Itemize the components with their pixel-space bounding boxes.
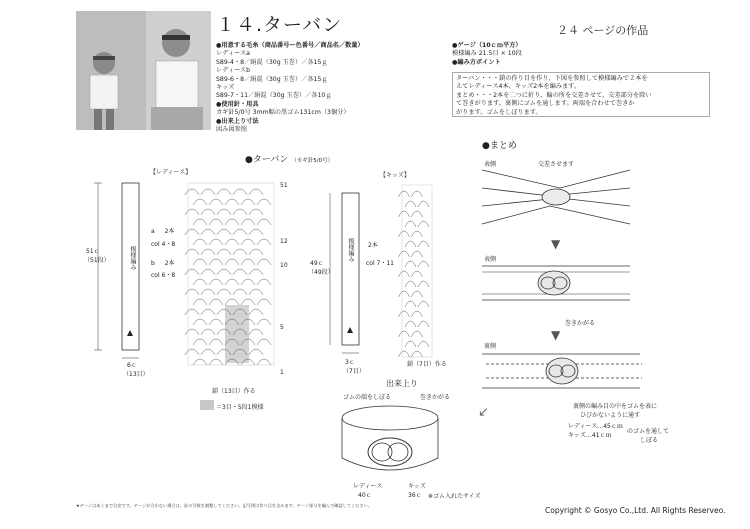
gauge-section bbox=[452, 42, 522, 67]
stitch-fan bbox=[257, 259, 271, 265]
stitch-fan bbox=[241, 259, 255, 265]
photo-illustration bbox=[76, 11, 211, 130]
ladies-pattern-label: 模様編み bbox=[129, 246, 136, 270]
stitch-fan bbox=[185, 349, 199, 355]
stitch-fan bbox=[233, 189, 247, 195]
stitch-fan bbox=[412, 231, 423, 237]
stitch-fan bbox=[405, 301, 416, 307]
points-line: て巻きがります。裏側にゴムを通します。両端を合わせて巻きか bbox=[456, 100, 635, 108]
stitch-fan bbox=[418, 201, 429, 207]
stitch-fan bbox=[209, 319, 223, 325]
kids-schematic bbox=[342, 193, 359, 345]
stitch-fan bbox=[257, 359, 271, 365]
stitch-fan bbox=[249, 269, 263, 275]
finished-heading: 出来上り bbox=[386, 379, 418, 388]
stitch-fan bbox=[193, 319, 207, 325]
turban-heading-text: ●ターバン bbox=[245, 155, 289, 165]
ladies-height: 51ｃ bbox=[86, 248, 100, 255]
size-heading: ●出来上り寸法 bbox=[216, 117, 259, 125]
stitch-fan bbox=[217, 289, 231, 295]
ladies-circ-label: レディース bbox=[353, 483, 383, 490]
kids-spec: S89-7・11／絹混（30g 玉巻）／各10ｇ bbox=[216, 92, 332, 100]
stitch-fan bbox=[418, 301, 429, 307]
tools-heading: ●使用針・用具 bbox=[216, 100, 259, 108]
back-label-1: 表側 bbox=[484, 256, 497, 263]
stitch-fan bbox=[185, 289, 199, 295]
stitch-fan bbox=[249, 309, 263, 315]
stitch-fan bbox=[249, 249, 263, 255]
points-line: まとめ・・・2本を二つに折り、輪の所を交差させて、交差部分を除い bbox=[456, 91, 652, 99]
ladies-circ-value: 40ｃ bbox=[358, 492, 372, 499]
stitch-fan bbox=[418, 221, 429, 227]
materials-section bbox=[216, 42, 364, 134]
variant-a-count: 2本 bbox=[164, 228, 175, 235]
kids-rows: （49段） bbox=[308, 269, 334, 276]
legend-text: ＝3目・5段1模様 bbox=[216, 404, 264, 411]
stitch-fan bbox=[185, 189, 199, 195]
ladies-width-sts: （13目） bbox=[123, 371, 149, 378]
stitch-fan bbox=[209, 279, 223, 285]
ladies-width: 6ｃ bbox=[127, 362, 137, 369]
stitch-fan bbox=[225, 239, 239, 245]
ladies-heading: 【レディース】 bbox=[150, 169, 192, 176]
ladies-b-spec: S89-6・8／絹混（30g 玉巻）／各15ｇ bbox=[216, 75, 328, 83]
stitch-fan bbox=[399, 311, 410, 317]
stitch-fan bbox=[399, 231, 410, 237]
stitch-fan bbox=[225, 279, 239, 285]
stitch-fan bbox=[405, 281, 416, 287]
row-mark: 12 bbox=[280, 238, 288, 245]
stitch-fan bbox=[257, 239, 271, 245]
points-line: がります。ゴムをしぼります。 bbox=[456, 108, 542, 116]
stitch-fan bbox=[241, 219, 255, 225]
stitch-fan bbox=[249, 349, 263, 355]
stitch-fan bbox=[185, 249, 199, 255]
row-mark: 1 bbox=[280, 369, 284, 376]
kids-colors: col 7・11 bbox=[366, 260, 394, 267]
stitch-fan bbox=[217, 249, 231, 255]
gauge-heading: ●ゲージ（10ｃｍ平方） bbox=[452, 42, 522, 49]
stitch-fan bbox=[193, 219, 207, 225]
points-line: えてレディース4本、キッズ2本を編みます。 bbox=[456, 83, 581, 91]
stitch-fan bbox=[217, 209, 231, 215]
stitch-fan bbox=[201, 209, 215, 215]
gauge-spec: 模様編み 21.5目 × 10段 bbox=[452, 50, 522, 58]
stitch-fan bbox=[418, 341, 429, 347]
stitch-fan bbox=[217, 189, 231, 195]
stitch-fan bbox=[399, 271, 410, 277]
materials-heading: ●用意する毛糸（商品番号ー色番号／商品名／数量） bbox=[216, 42, 364, 49]
kids-heading: 【キッズ】 bbox=[380, 172, 410, 179]
ladies-a-label: レディースa bbox=[216, 50, 250, 58]
stitch-fan bbox=[193, 259, 207, 265]
ladies-a-spec: S89-4・8／絹混（30g 玉巻）／各15ｇ bbox=[216, 58, 328, 66]
ladies-stitch-chart bbox=[188, 183, 274, 365]
stitch-fan bbox=[418, 261, 429, 267]
diagonal-arrow: ↙ bbox=[478, 405, 489, 420]
stitch-fan bbox=[405, 321, 416, 327]
elastic-illustration bbox=[480, 348, 660, 396]
finished-turban-illustration bbox=[338, 400, 443, 480]
copyright: Copyright © Gosyo Co.,Ltd. All Rights Reserveo. bbox=[545, 506, 726, 515]
stitch-fan bbox=[412, 331, 423, 337]
wrap-illustration bbox=[480, 260, 640, 306]
kids-count: 2本 bbox=[368, 242, 378, 249]
legend-swatch bbox=[200, 400, 214, 410]
row-mark: 51 bbox=[280, 182, 288, 189]
stitch-fan bbox=[412, 191, 423, 197]
needle-note: （カギ針5/0号） bbox=[291, 158, 334, 164]
stitch-fan bbox=[209, 359, 223, 365]
stitch-fan bbox=[249, 209, 263, 215]
front-label: 表側 bbox=[484, 161, 497, 168]
kids-chain-note: 鎖（7目）作る bbox=[407, 361, 447, 368]
stitch-fan bbox=[399, 211, 410, 217]
row-mark: 10 bbox=[280, 262, 288, 269]
stitch-fan bbox=[418, 281, 429, 287]
cross-illustration bbox=[480, 166, 640, 230]
stitch-fan bbox=[185, 209, 199, 215]
stitch-fan bbox=[201, 269, 215, 275]
pattern-title: １４.ターバン bbox=[216, 14, 343, 36]
kids-label: キッズ bbox=[216, 84, 235, 92]
stitch-fan bbox=[257, 339, 271, 345]
stitch-fan bbox=[412, 251, 423, 257]
stitch-fan bbox=[193, 339, 207, 345]
stitch-fan bbox=[209, 339, 223, 345]
ladies-b-label: レディースb bbox=[216, 67, 251, 75]
variant-b-count: 2本 bbox=[164, 260, 175, 267]
stitch-fan bbox=[412, 291, 423, 297]
wrap-label-2: 巻きかがる bbox=[420, 394, 451, 401]
stitch-fan bbox=[418, 321, 429, 327]
stitch-fan bbox=[399, 351, 410, 357]
stitch-fan bbox=[249, 229, 263, 235]
size-spec: 図み図参照 bbox=[216, 126, 247, 134]
stitch-fan bbox=[201, 229, 215, 235]
stitch-fan bbox=[201, 309, 215, 315]
stitch-fan bbox=[257, 279, 271, 285]
stitch-fan bbox=[412, 311, 423, 317]
variant-b bbox=[151, 258, 175, 267]
stitch-fan bbox=[185, 309, 199, 315]
stitch-fan bbox=[225, 199, 239, 205]
stitch-fan bbox=[225, 299, 239, 305]
kids-width-sts: （7目） bbox=[343, 368, 365, 375]
down-arrow-1: ▼ bbox=[551, 237, 561, 251]
stitch-fan bbox=[193, 199, 207, 205]
stitch-fan bbox=[257, 299, 271, 305]
stitch-fan bbox=[405, 201, 416, 207]
stitch-fan bbox=[201, 349, 215, 355]
product-photo bbox=[76, 11, 211, 130]
stitch-fan bbox=[209, 219, 223, 225]
stitch-fan bbox=[241, 199, 255, 205]
elastic-pull-label: ゴムの端をしぼる bbox=[343, 394, 392, 401]
points-box bbox=[452, 72, 710, 117]
stitch-fan bbox=[233, 249, 247, 255]
stitch-fan bbox=[399, 331, 410, 337]
ladies-rows: （51段） bbox=[84, 257, 110, 264]
stitch-fan bbox=[412, 351, 423, 357]
stitch-fan bbox=[209, 299, 223, 305]
elastic-tie-note: のゴムを通して bbox=[627, 428, 670, 435]
elastic-tie-note-2: しぼる bbox=[640, 437, 659, 444]
stitch-fan bbox=[225, 259, 239, 265]
stitch-fan bbox=[233, 269, 247, 275]
kids-width: 3ｃ bbox=[345, 359, 355, 366]
size-note: ※ゴム入れたサイズ bbox=[428, 493, 481, 500]
wrap-label: 巻きかがる bbox=[565, 320, 596, 327]
stitch-fan bbox=[217, 229, 231, 235]
stitch-fan bbox=[399, 291, 410, 297]
stitch-fan bbox=[399, 191, 410, 197]
elastic-note-1: 裏側の編み目の中をゴムを表に bbox=[573, 403, 658, 410]
variant-a-label: a bbox=[151, 228, 155, 235]
stitch-fan bbox=[257, 219, 271, 225]
stitch-fan bbox=[185, 229, 199, 235]
stitch-fan bbox=[405, 341, 416, 347]
ladies-chain-note: 鎖（13目）作る bbox=[212, 388, 256, 395]
stitch-fan bbox=[185, 329, 199, 335]
stitch-fan bbox=[209, 239, 223, 245]
back-label-2: 裏側 bbox=[484, 343, 497, 350]
stitch-fan bbox=[241, 239, 255, 245]
stitch-fan bbox=[193, 279, 207, 285]
kids-elastic-len: キッズ…41ｃｍ bbox=[568, 432, 612, 439]
stitch-fan bbox=[209, 259, 223, 265]
stitch-fan bbox=[405, 261, 416, 267]
stitch-fan bbox=[225, 219, 239, 225]
stitch-fan bbox=[249, 329, 263, 335]
stitch-fan bbox=[257, 319, 271, 325]
variant-a-colors: col 4・8 bbox=[151, 241, 176, 248]
ladies-elastic-len: レディース…45ｃｍ bbox=[568, 423, 623, 430]
stitch-fan bbox=[233, 229, 247, 235]
stitch-fan bbox=[412, 271, 423, 277]
down-arrow-2: ▼ bbox=[551, 328, 561, 342]
stitch-fan bbox=[201, 189, 215, 195]
stitch-fan bbox=[249, 289, 263, 295]
points-heading: ●編み方ポイント bbox=[452, 58, 501, 66]
stitch-fan bbox=[201, 289, 215, 295]
stitch-fan bbox=[412, 211, 423, 217]
stitch-fan bbox=[405, 221, 416, 227]
page-reference: ２４ ページの作品 bbox=[557, 24, 649, 37]
stitch-fan bbox=[257, 199, 271, 205]
stitch-fan bbox=[249, 189, 263, 195]
stitch-fan bbox=[399, 251, 410, 257]
kids-circ-label: キッズ bbox=[408, 483, 426, 490]
row-mark: 5 bbox=[280, 324, 284, 331]
stitch-fan bbox=[405, 241, 416, 247]
stitch-fan bbox=[193, 239, 207, 245]
finishing-heading: ●まとめ bbox=[482, 141, 517, 151]
stitch-fan bbox=[201, 329, 215, 335]
tools-spec: カギ針5/0号 3mm幅の黒ゴム131cm（3個分） bbox=[216, 109, 350, 117]
stitch-fan bbox=[418, 241, 429, 247]
footer-disclaimer: ★ゲージはあくまで目安です。ゲージが合わない場合は、針の号数を調整してください。記号図は作り目を含みます。ゲージ部分を編んで確認してください。 bbox=[76, 503, 372, 508]
stitch-fan bbox=[241, 279, 255, 285]
points-line: ターバン・・・鎖の作り目を作り、下図を参照して模様編みで２本を bbox=[456, 75, 648, 82]
stitch-fan bbox=[209, 199, 223, 205]
kids-circ-value: 36ｃ bbox=[408, 492, 422, 499]
kids-pattern-label: 模様編み bbox=[347, 238, 354, 262]
stitch-fan bbox=[201, 249, 215, 255]
stitch-fan bbox=[233, 209, 247, 215]
stitch-fan bbox=[241, 299, 255, 305]
stitch-fan bbox=[193, 299, 207, 305]
kids-height: 49ｃ bbox=[310, 260, 324, 267]
stitch-fan bbox=[193, 359, 207, 365]
variant-b-label: b bbox=[151, 260, 155, 267]
stitch-fan bbox=[233, 289, 247, 295]
stitch-fan bbox=[217, 269, 231, 275]
elastic-note-2: ひびかないように通す bbox=[580, 412, 641, 419]
variant-b-colors: col 6・8 bbox=[151, 272, 176, 279]
cross-label: 交差させます bbox=[538, 161, 575, 168]
stitch-fan bbox=[185, 269, 199, 275]
turban-heading bbox=[245, 152, 333, 165]
variant-a bbox=[151, 226, 174, 235]
